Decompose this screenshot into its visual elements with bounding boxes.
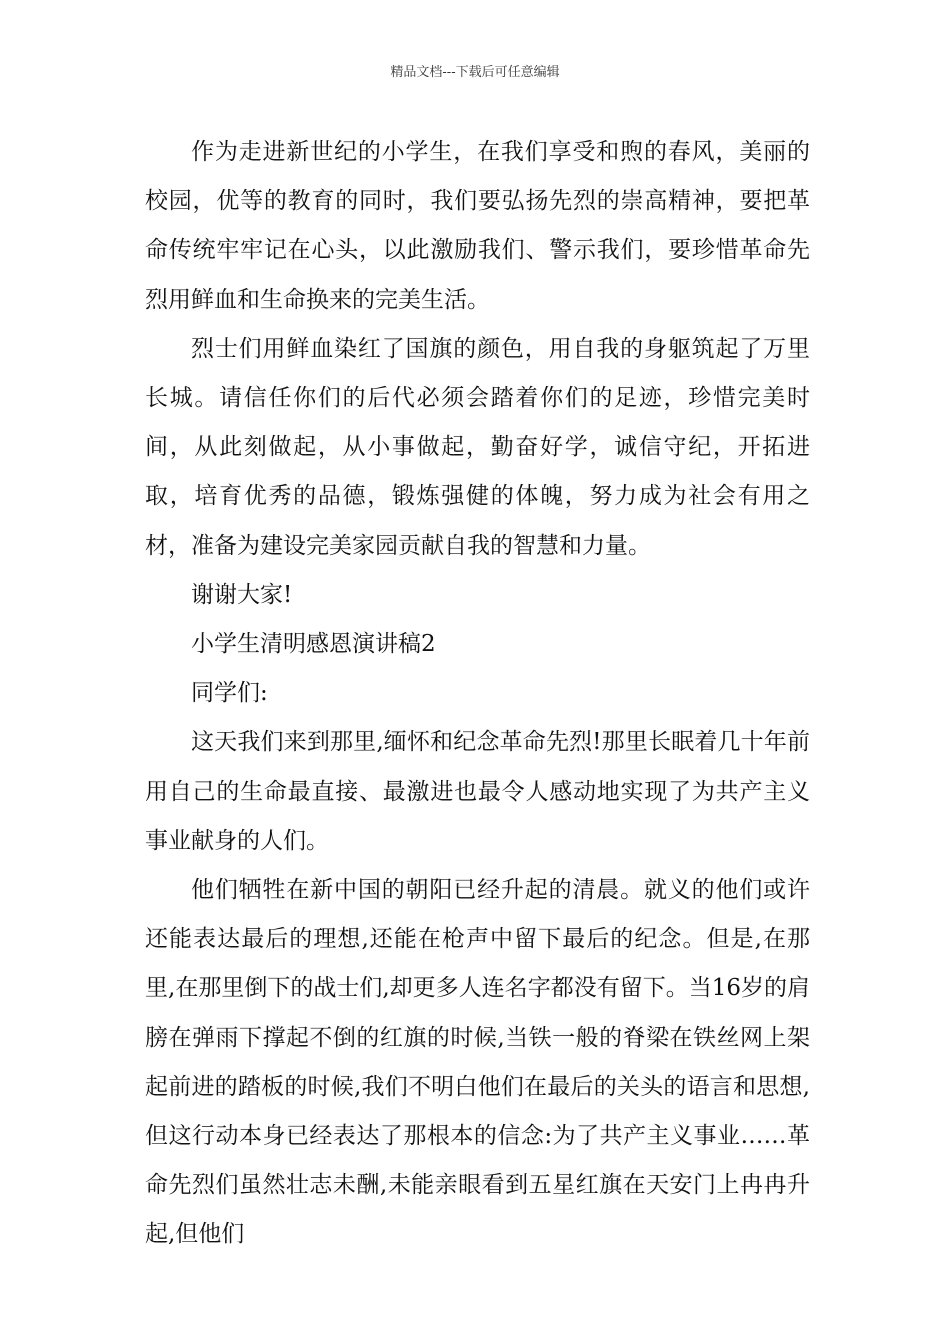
section-title: 小学生清明感恩演讲稿2 — [191, 631, 436, 658]
salutation: 同学们: — [191, 680, 268, 707]
paragraph: 烈士们用鲜血染红了国旗的颜色，用自我的身躯筑起了万里长城。请信任你们的后代必须会踏着你们的足迹，珍惜完美时间，从此刻做起，从小事做起，勤奋好学，诚信守纪，开拓进取，培育优秀的品德，锻炼强健的体魄，努力成为社会有用之材，准备为建设完美家园贡献自我的智慧和力量。 — [145, 335, 810, 559]
paragraph: 这天我们来到那里,缅怀和纪念革命先烈!那里长眠着几十年前用自己的生命最直接、最激进也最令人感动地实现了为共产主义事业献身的人们。 — [145, 729, 810, 854]
document-body — [145, 128, 810, 1260]
paragraph: 他们牺牲在新中国的朝阳已经升起的清晨。就义的他们或许还能表达最后的理想,还能在枪声中留下最后的纪念。但是,在那里,在那里倒下的战士们,却更多人连名字都没有留下。当16岁的肩膀在弹雨下撑起不倒的红旗的时候,当铁一般的脊梁在铁丝网上架起前进的踏板的时候,我们不明白他们在最后的关头的语言和思想,但这行动本身已经表达了那根本的信念:为了共产主义事业……革命先烈们虽然壮志未酬,未能亲眼看到五星红旗在天安门上冉冉升起,但他们 — [145, 877, 810, 1248]
page-header: 精品文档---下载后可任意编辑 — [390, 65, 560, 80]
paragraph: 作为走进新世纪的小学生，在我们享受和煦的春风，美丽的校园，优等的教育的同时，我们要弘扬先烈的崇高精神，要把革命传统牢牢记在心头，以此激励我们、警示我们，要珍惜革命先烈用鲜血和生命换来的完美生活。 — [145, 139, 810, 313]
closing-line: 谢谢大家! — [191, 581, 293, 608]
